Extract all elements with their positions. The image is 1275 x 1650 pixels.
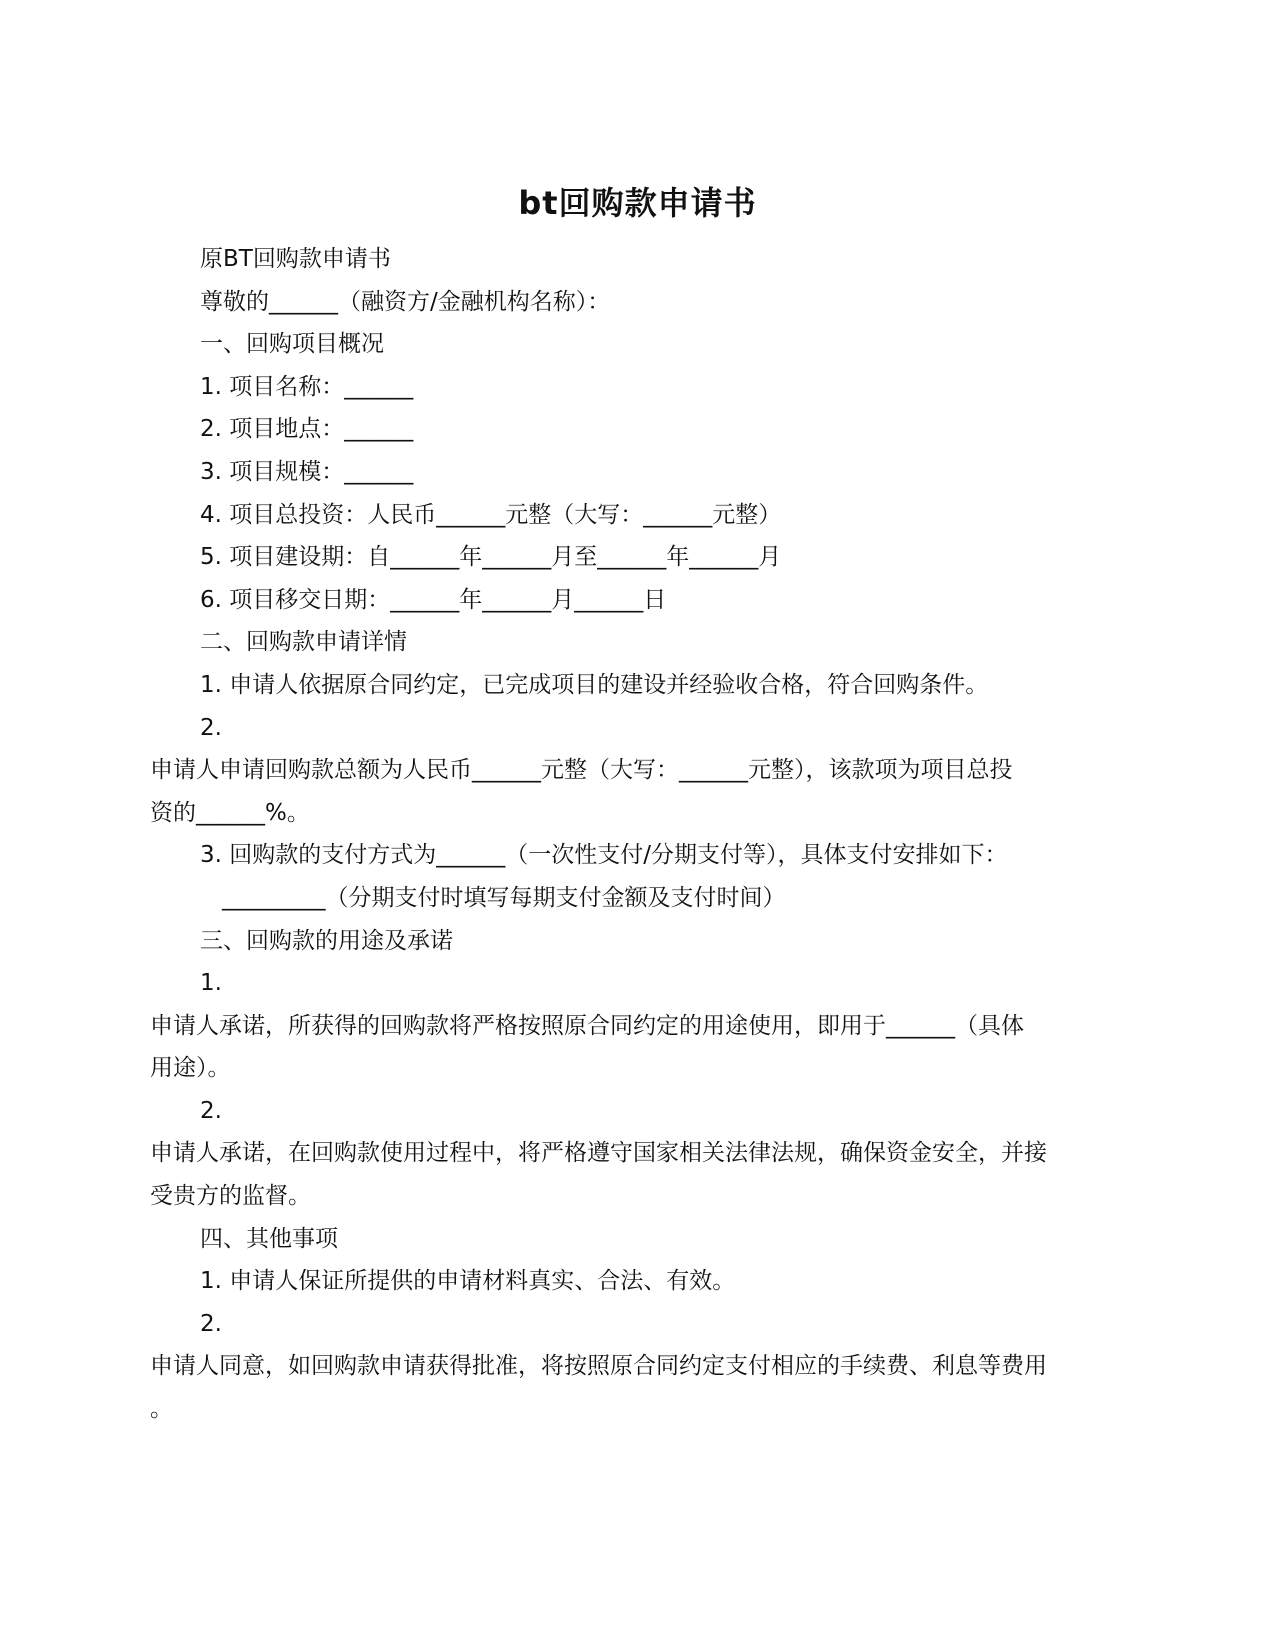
project-scale-line: 3. 项目规模：______	[200, 458, 414, 485]
project-name-line: 1. 项目名称：______	[200, 373, 414, 400]
document-title: bt回购款申请书	[518, 184, 757, 222]
list-item: 1. 申请人保证所提供的申请材料真实、合法、有效。	[200, 1268, 736, 1295]
list-number: 2.	[200, 714, 222, 741]
payment-schedule-line: _________（分期支付时填写每期支付金额及支付时间）	[222, 884, 786, 911]
project-investment-line: 4. 项目总投资：人民币______元整（大写：______元整）	[200, 501, 782, 528]
paragraph-line: 申请人同意，如回购款申请获得批准，将按照原合同约定支付相应的手续费、利息等费用	[150, 1353, 1047, 1380]
section-heading-2: 二、回购款申请详情	[200, 629, 407, 656]
paragraph-line: 用途）。	[150, 1055, 231, 1082]
paragraph-line: 资的______%。	[150, 799, 310, 826]
paragraph-line: 申请人承诺，所获得的回购款将严格按照原合同约定的用途使用，即用于______（具体	[150, 1012, 1024, 1039]
section-heading-4: 四、其他事项	[200, 1225, 338, 1252]
paragraph-line: 。	[150, 1396, 173, 1423]
paragraph-line: 受贵方的监督。	[150, 1183, 311, 1210]
paragraph-line: 申请人申请回购款总额为人民币______元整（大写：______元整），该款项为项目总投	[150, 757, 1013, 784]
handover-date-line: 6. 项目移交日期：______年______月______日	[200, 586, 667, 613]
section-heading-1: 一、回购项目概况	[200, 331, 384, 358]
document-body	[150, 238, 1130, 1431]
construction-period-line: 5. 项目建设期：自______年______月至______年______月	[200, 544, 782, 571]
subtitle-line: 原BT回购款申请书	[200, 246, 391, 272]
list-number: 1.	[200, 970, 222, 997]
project-location-line: 2. 项目地点：______	[200, 416, 414, 443]
list-number: 2.	[200, 1097, 222, 1124]
list-item: 3. 回购款的支付方式为______（一次性支付/分期支付等），具体支付安排如下：	[200, 842, 1008, 869]
section-heading-3: 三、回购款的用途及承诺	[200, 927, 453, 954]
list-number: 2.	[200, 1310, 222, 1337]
salutation-line: 尊敬的______（融资方/金融机构名称）：	[200, 288, 611, 315]
paragraph-line: 申请人承诺，在回购款使用过程中，将严格遵守国家相关法律法规，确保资金安全，并接	[150, 1140, 1047, 1167]
list-item: 1. 申请人依据原合同约定，已完成项目的建设并经验收合格，符合回购条件。	[200, 671, 989, 698]
